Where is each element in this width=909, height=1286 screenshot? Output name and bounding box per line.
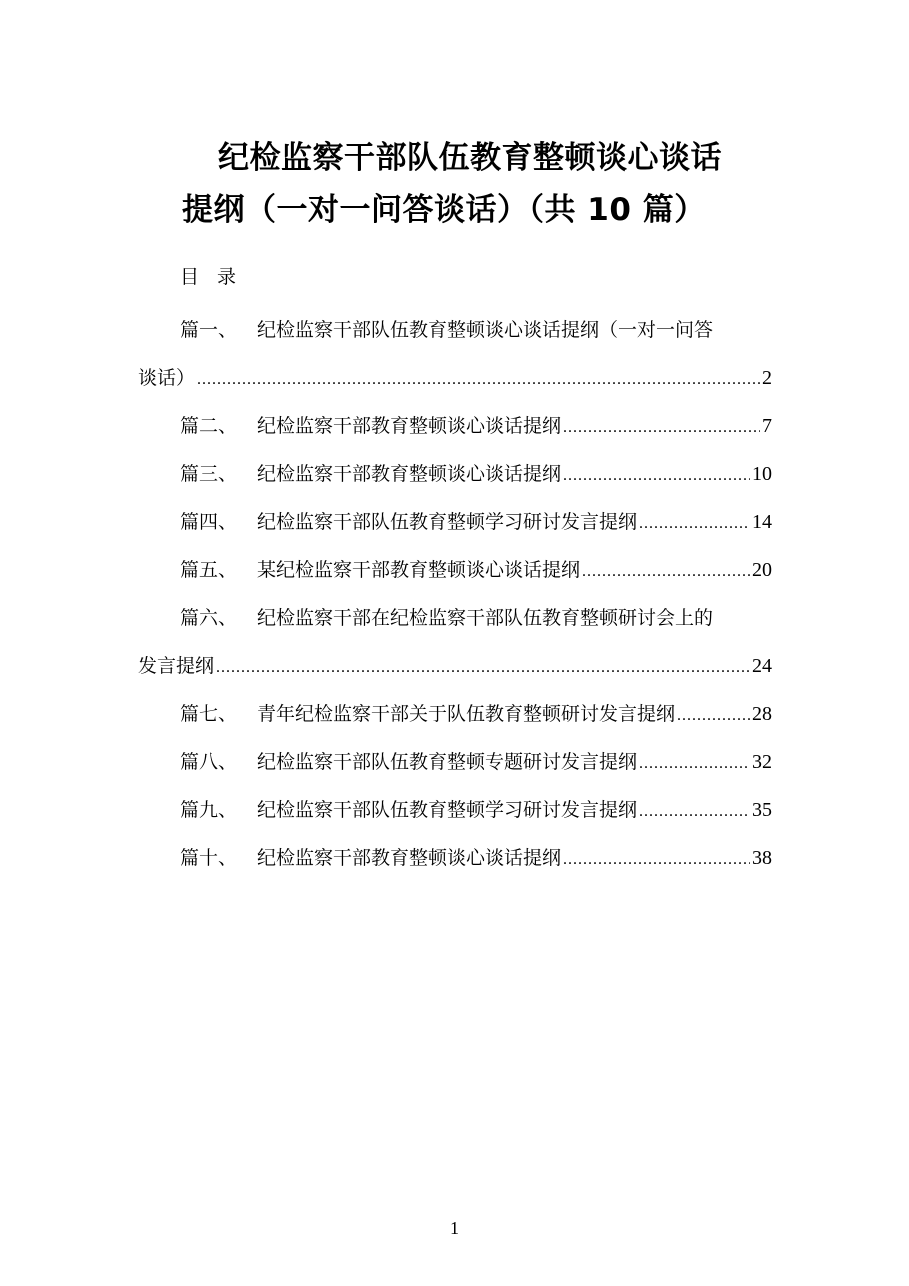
toc-leader-dots <box>197 356 760 404</box>
toc-entry-label: 篇八、 <box>180 751 238 773</box>
page-number: 1 <box>450 1218 459 1238</box>
toc-page-number: 10 <box>752 463 772 485</box>
toc-leader-dots <box>582 548 750 596</box>
toc-page-number: 20 <box>752 559 772 581</box>
toc-entry-title: 纪检监察干部队伍教育整顿专题研讨发言提纲 <box>257 751 638 773</box>
toc-entry-label: 篇一、 <box>180 319 238 341</box>
toc-leader-dots <box>563 404 760 452</box>
toc-page-number: 28 <box>752 703 772 725</box>
toc-leader-dots <box>639 788 750 836</box>
toc-leader-dots <box>677 692 750 740</box>
toc-entry-9[interactable] <box>138 786 772 834</box>
toc-entry-2[interactable] <box>138 402 772 450</box>
toc-leader-dots <box>216 644 750 692</box>
toc-entry-title: 某纪检监察干部教育整顿谈心谈话提纲 <box>257 559 581 581</box>
toc-entry-title: 纪检监察干部队伍教育整顿谈心谈话提纲（一对一问答 <box>257 319 714 341</box>
toc-entry-title-cont: 发言提纲 <box>138 655 215 677</box>
toc-page-number: 7 <box>762 415 772 437</box>
toc-entry-6[interactable] <box>138 594 772 690</box>
toc-entry-title: 纪检监察干部教育整顿谈心谈话提纲 <box>257 847 562 869</box>
toc-entry-10[interactable] <box>138 834 772 882</box>
toc-entry-title: 纪检监察干部教育整顿谈心谈话提纲 <box>257 463 562 485</box>
toc-entry-title: 纪检监察干部队伍教育整顿学习研讨发言提纲 <box>257 799 638 821</box>
toc-entry-label: 篇十、 <box>180 847 238 869</box>
toc-heading <box>180 263 236 291</box>
toc-entry-8[interactable] <box>138 738 772 786</box>
toc-entry-title: 青年纪检监察干部关于队伍教育整顿研讨发言提纲 <box>257 703 676 725</box>
toc-entry-title: 纪检监察干部在纪检监察干部队伍教育整顿研讨会上的 <box>257 607 714 629</box>
toc-leader-dots <box>639 500 750 548</box>
toc-page-number: 35 <box>752 799 772 821</box>
title-line-2: 提纲（一对一问答谈话）（共 10 篇） <box>182 192 706 228</box>
toc-heading-char-1: 目 <box>180 266 218 288</box>
title-line-1: 纪检监察干部队伍教育整顿谈心谈话 <box>218 140 722 176</box>
toc-entry-4[interactable] <box>138 498 772 546</box>
toc-entry-title: 纪检监察干部队伍教育整顿学习研讨发言提纲 <box>257 511 638 533</box>
toc-entry-label: 篇六、 <box>180 607 238 629</box>
toc-entry-title: 纪检监察干部教育整顿谈心谈话提纲 <box>257 415 562 437</box>
toc-heading-char-2: 录 <box>217 266 237 288</box>
table-of-contents <box>138 306 772 882</box>
toc-page-number: 32 <box>752 751 772 773</box>
toc-entry-7[interactable] <box>138 690 772 738</box>
toc-entry-label: 篇九、 <box>180 799 238 821</box>
toc-leader-dots <box>563 836 750 884</box>
toc-entry-label: 篇七、 <box>180 703 238 725</box>
toc-leader-dots <box>563 452 750 500</box>
toc-page-number: 38 <box>752 847 772 869</box>
toc-entry-label: 篇三、 <box>180 463 238 485</box>
toc-page-number: 2 <box>762 367 772 389</box>
toc-leader-dots <box>639 740 750 788</box>
document-title <box>180 132 780 236</box>
toc-entry-5[interactable] <box>138 546 772 594</box>
toc-entry-3[interactable] <box>138 450 772 498</box>
toc-entry-label: 篇四、 <box>180 511 238 533</box>
toc-entry-1[interactable] <box>138 306 772 402</box>
toc-page-number: 14 <box>752 511 772 533</box>
toc-page-number: 24 <box>752 655 772 677</box>
toc-entry-label: 篇二、 <box>180 415 238 437</box>
toc-entry-title-cont: 谈话） <box>138 367 196 389</box>
toc-entry-label: 篇五、 <box>180 559 238 581</box>
